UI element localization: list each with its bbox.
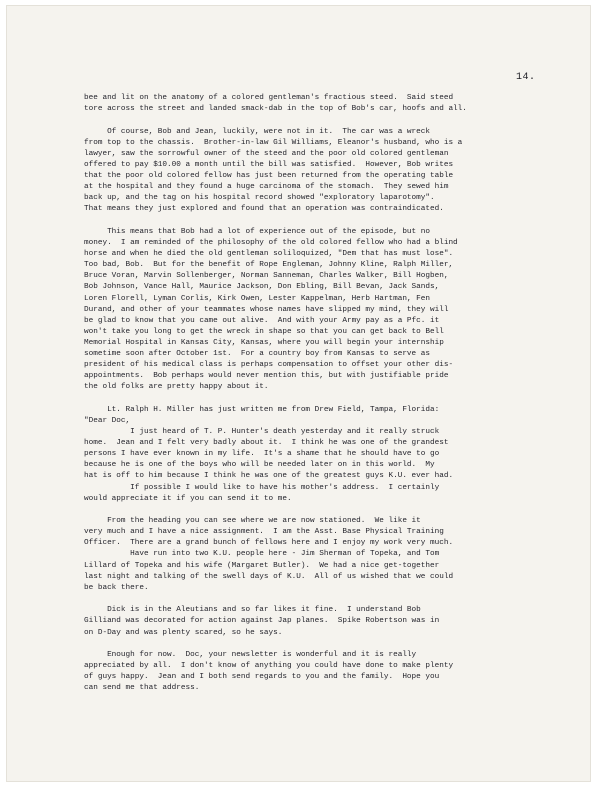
text-line: at the hospital and they found a huge carcinoma of the stomach. They sewed him [84,183,449,192]
text-line: Dick is in the Aleutians and so far likes it fine. I understand Bob [84,606,421,615]
letter-body [84,93,564,706]
text-line: because he is one of the boys who will be needed later on in this world. My [84,461,435,470]
text-line: Lillard of Topeka and his wife (Margaret Butler). We had a nice get-together [84,561,440,570]
text-line: home. Jean and I felt very badly about it. I think he was one of the grandest [84,439,449,448]
text-line: Bruce Voran, Marvin Sollenberger, Norman Sanneman, Charles Walker, Bill Hogben, [84,272,449,281]
text-line: bee and lit on the anatomy of a colored gentleman's fractious steed. Said steed [84,94,454,102]
text-line: sometime soon after October 1st. For a country boy from Kansas to serve as [84,349,430,358]
text-line: horse and when he died the old gentleman soliloquized, "Dem that has must lose". [84,250,454,259]
text-line: appreciated by all. I don't know of anything you could have done to make plenty [84,662,454,671]
paragraph [84,127,564,216]
text-line: Have run into two K.U. people here - Jim Sherman of Topeka, and Tom [84,550,440,559]
text-line: be back there. [84,583,149,592]
text-line: be glad to know that you came out alive. And with your Army pay as a Pfc. it [84,316,440,325]
paragraph [84,650,564,694]
text-line: lawyer, saw the sorrowful owner of the steed and the poor old colored gentleman [84,149,449,158]
text-line: Of course, Bob and Jean, luckily, were not in it. The car was a wreck [84,127,430,136]
text-line: would appreciate it if you can send it to me. [84,494,292,503]
text-line: appointments. Bob perhaps would never mention this, but with justifiable pride [84,372,449,381]
text-line: Lt. Ralph H. Miller has just written me from Drew Field, Tampa, Florida: [84,405,440,414]
text-line: offered to pay $10.00 a month until the bill was satisfied. However, Bob writes [84,160,454,169]
text-line: "Dear Doc, [84,416,131,425]
text-line: From the heading you can see where we are now stationed. We like it [84,517,421,526]
paragraph [84,427,564,505]
text-line: Gilliand was decorated for action against Jap planes. Spike Robertson was in [84,617,440,626]
text-line: tore across the street and landed smack-dab in the top of Bob's car, hoofs and all. [84,105,467,114]
text-line: last night and talking of the swell days of K.U. All of us wished that we could [84,572,454,581]
paragraph [84,605,564,638]
text-line: president of his medical class is perhaps compensation to offset your other dis- [84,361,454,370]
letter-page [7,6,590,781]
text-line: Officer. There are a grand bunch of fellows here and I enjoy my work very much. [84,539,454,548]
text-line: Durand, and other of your teammates whose names have slipped my mind, they will [84,305,449,314]
text-line: I just heard of T. P. Hunter's death yesterday and it really struck [84,428,440,437]
text-line: Memorial Hospital in Kansas City, Kansas, where you will begin your internship [84,338,444,347]
text-line: Enough for now. Doc, your newsletter is wonderful and it is really [84,651,417,660]
text-line: Loren Florell, Lyman Corlis, Kirk Owen, Lester Kappelman, Herb Hartman, Fen [84,294,430,303]
text-line: That means they just explored and found that an operation was contraindicated. [84,205,444,214]
text-line: that the poor old colored fellow has just been returned from the operating table [84,172,454,181]
text-line: on D-Day and was plenty scared, so he says. [84,628,283,637]
text-line: won't take you long to get the wreck in shape so that you can get back to Bell [84,327,444,336]
paragraph [84,227,564,393]
paragraph [84,93,564,115]
text-line: the old folks are pretty happy about it. [84,383,269,392]
text-line: from top to the chassis. Brother-in-law Gil Williams, Eleanor's husband, who is a [84,138,463,147]
text-line: very much and I have a nice assignment. I am the Asst. Base Physical Training [84,528,444,537]
paragraph [84,516,564,594]
text-line: If possible I would like to have his mother's address. I certainly [84,483,440,492]
text-line: of guys happy. Jean and I both send regards to you and the family. Hope you [84,673,440,682]
text-line: Too bad, Bob. But for the benefit of Rope Engleman, Johnny Kline, Ralph Miller, [84,261,454,270]
text-line: Bob Johnson, Vance Hall, Maurice Jackson, Don Ebling, Bill Bevan, Jack Sands, [84,283,440,292]
text-line: hat is off to him because I think he was one of the greatest guys K.U. ever had. [84,472,454,481]
text-line: money. I am reminded of the philosophy of the old colored fellow who had a blind [84,239,458,248]
page-number: 14. [516,72,536,83]
text-line: back up, and the tag on his hospital record showed "exploratory laparotomy". [84,194,435,203]
text-line: persons I have ever known in my life. It's a shame that he should have to go [84,450,440,459]
text-line: This means that Bob had a lot of experience out of the episode, but no [84,227,430,236]
paragraph [84,405,564,427]
text-line: can send me that address. [84,684,200,693]
